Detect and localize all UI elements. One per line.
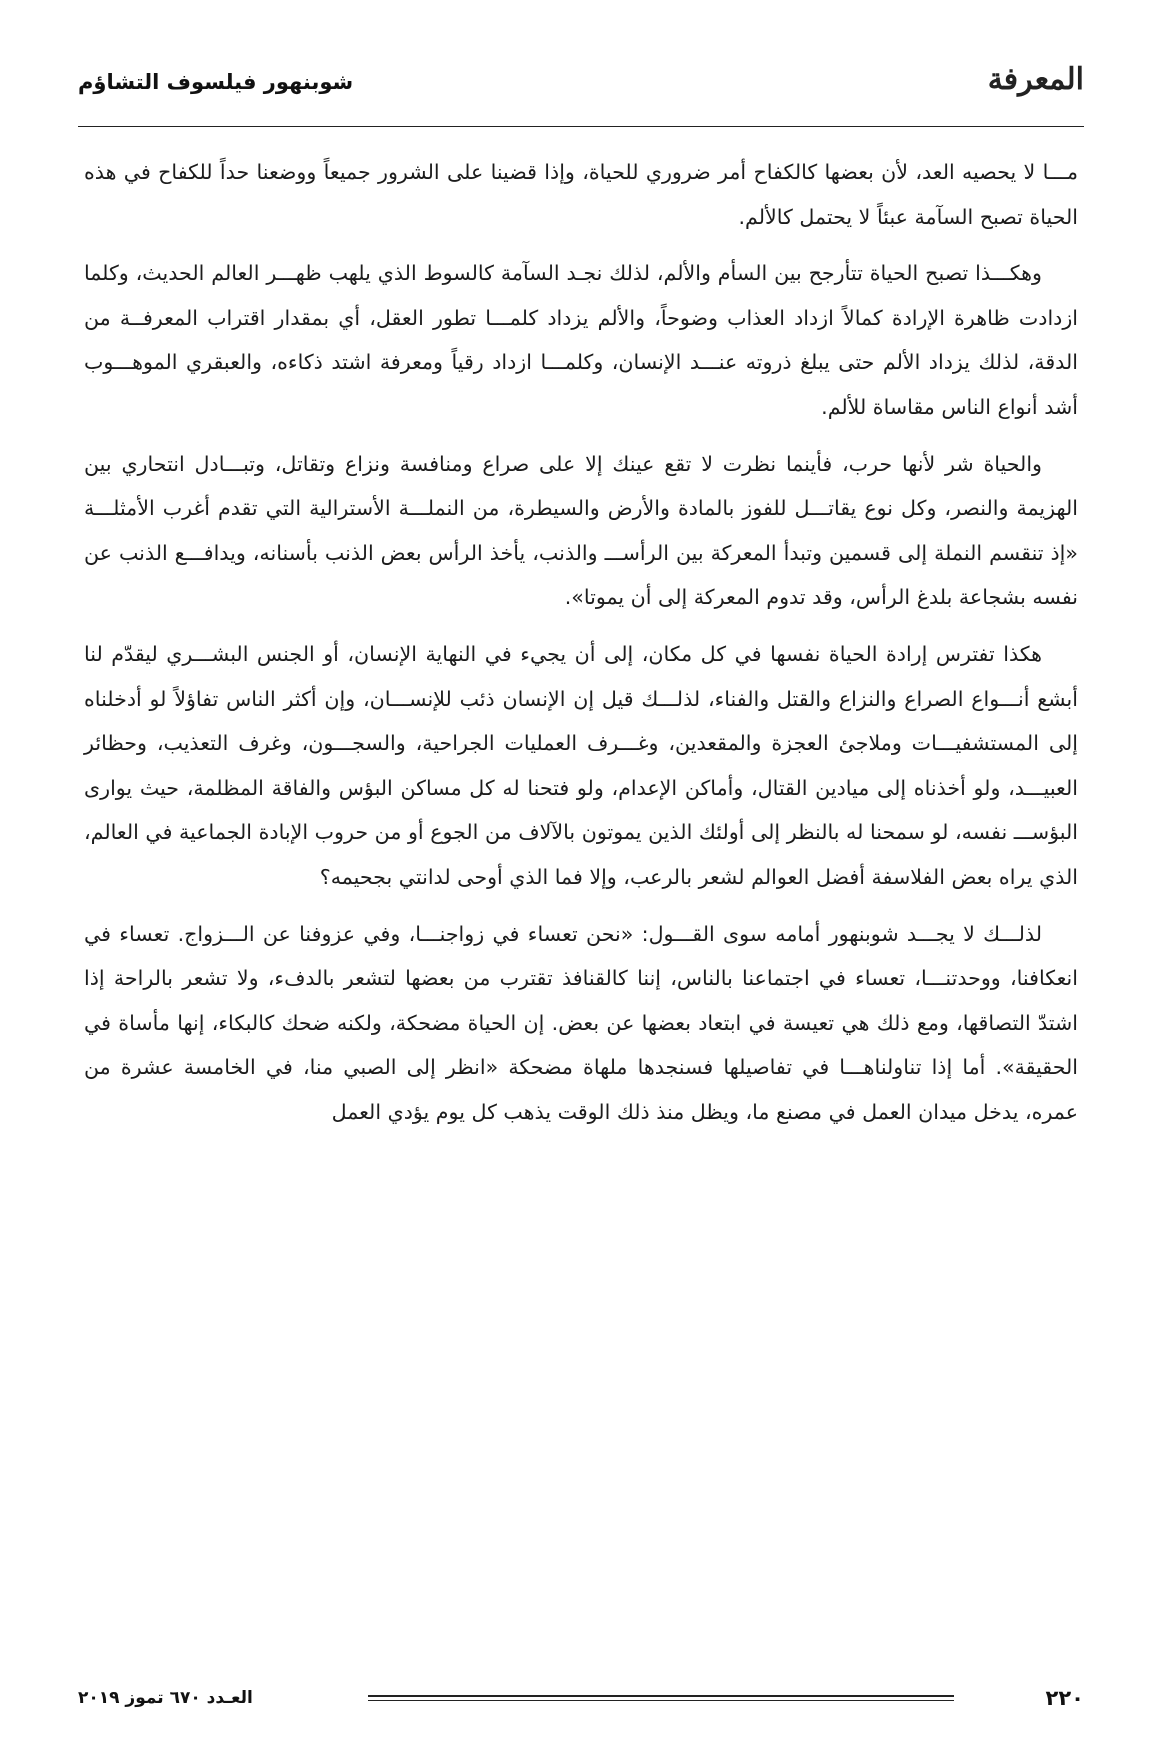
page-header [78,58,1084,127]
paragraph-1: مـــا لا يحصيه العد، لأن بعضها كالكفاح أمر ضروري للحياة، وإذا قضينا على الشرور جميعاً ووضعنا حداً للكفاح في هذه الحياة تصبح السآمة عبئاً لا يحتمل كالألم. [84,160,1078,229]
issue-info: العـدد ٦٧٠ تموز ٢٠١٩ [78,1688,253,1708]
footer-divider [368,1695,954,1701]
page-footer [78,1686,1084,1716]
running-title: شوبنهور فيلسوف التشاؤم [78,70,354,94]
article-body [84,150,1078,1146]
paragraph-2: وهكـــذا تصبح الحياة تتأرجح بين السأم والألم، لذلك نجـد السآمة كالسوط الذي يلهب ظهـــر العالم الحديث، وكلما ازدادت ظاهرة الإرادة كمالاً ازداد العذاب وضوحاً، والألم يزداد كلمـــا تطور العقل، أي بمقدار اقتراب المعرفــة من الدقة، لذلك يزداد الألم حتى يبلغ ذروته عنـــد الإنسان، وكلمـــا ازداد رقياً ومعرفة اشتد ذكاءه، والعبقري الموهـــوب أشد أنواع الناس مقاساة للألم. [84,261,1078,419]
paragraph-5: لذلـــك لا يجـــد شوبنهور أمامه سوى القـــول: «نحن تعساء في زواجنـــا، وفي عزوفنا عن الـــزواج. تعساء في انعكافنا، ووحدتنـــا، تعساء في اجتماعنا بالناس، إننا كالقنافذ تقترب من بعضها لتشعر بالدفء، ولا تشعر بالراحة إذا اشتدّ التصاقها، ومع ذلك هي تعيسة في ابتعاد بعضها عن بعض. إن الحياة مضحكة، ولكنه ضحك كالبكاء، إنها مأساة في الحقيقة». أما إذا تناولناهـــا في تفاصيلها فسنجدها ملهاة مضحكة «انظر إلى الصبي منا، في الخامسة عشرة من عمره، يدخل ميدان العمل في مصنع ما، ويظل منذ ذلك الوقت يذهب كل يوم يؤدي العمل [84,921,1078,1124]
paragraph-3: والحياة شر لأنها حرب، فأينما نظرت لا تقع عينك إلا على صراع ومنافسة ونزاع وتقاتل، وتبـــادل انتحاري بين الهزيمة والنصر، وكل نوع يقاتـــل للفوز بالمادة والأرض والسيطرة، من النملـــة الأسترالية التي تقدم أغرب الأمثلـــة «إذ تنقسم النملة إلى قسمين وتبدأ المعركة بين الرأســـ والذنب، يأخذ الرأس بعض الذنب بأسنانه، ويدافـــع الذنب عن نفسه بشجاعة بلدغ الرأس، وقد تدوم المعركة إلى أن يموتا». [84,451,1078,610]
page-number: ٢٢٠ [1045,1686,1084,1710]
magazine-logo: المعرفة [987,62,1084,97]
paragraph-4: هكذا تفترس إرادة الحياة نفسها في كل مكان، إلى أن يجيء في النهاية الإنسان، أو الجنس البشـــري ليقدّم لنا أبشع أنـــواع الصراع والنزاع والقتل والفناء، لذلـــك قيل إن الإنسان ذئب للإنســـان، وإن أكثر الناس تفاؤلاً لو أدخلناه إلى المستشفيـــات وملاجئ العجزة والمقعدين، وغـــرف العمليات الجراحية، والسجـــون، وغرف التعذيب، وحظائر العبيـــد، ولو أخذناه إلى ميادين القتال، وأماكن الإعدام، ولو فتحنا له كل مساكن البؤس والفاقة المظلمة، حيث يوارى البؤســـ نفسه، لو سمحنا له بالنظر إلى أولئك الذين يموتون بالآلاف من الجوع أو من حروب الإبادة الجماعية في العالم، الذي يراه بعض الفلاسفة أفضل العوالم لشعر بالرعب، وإلا فما الذي أوحى لدانتي بجحيمه؟ [84,641,1078,889]
